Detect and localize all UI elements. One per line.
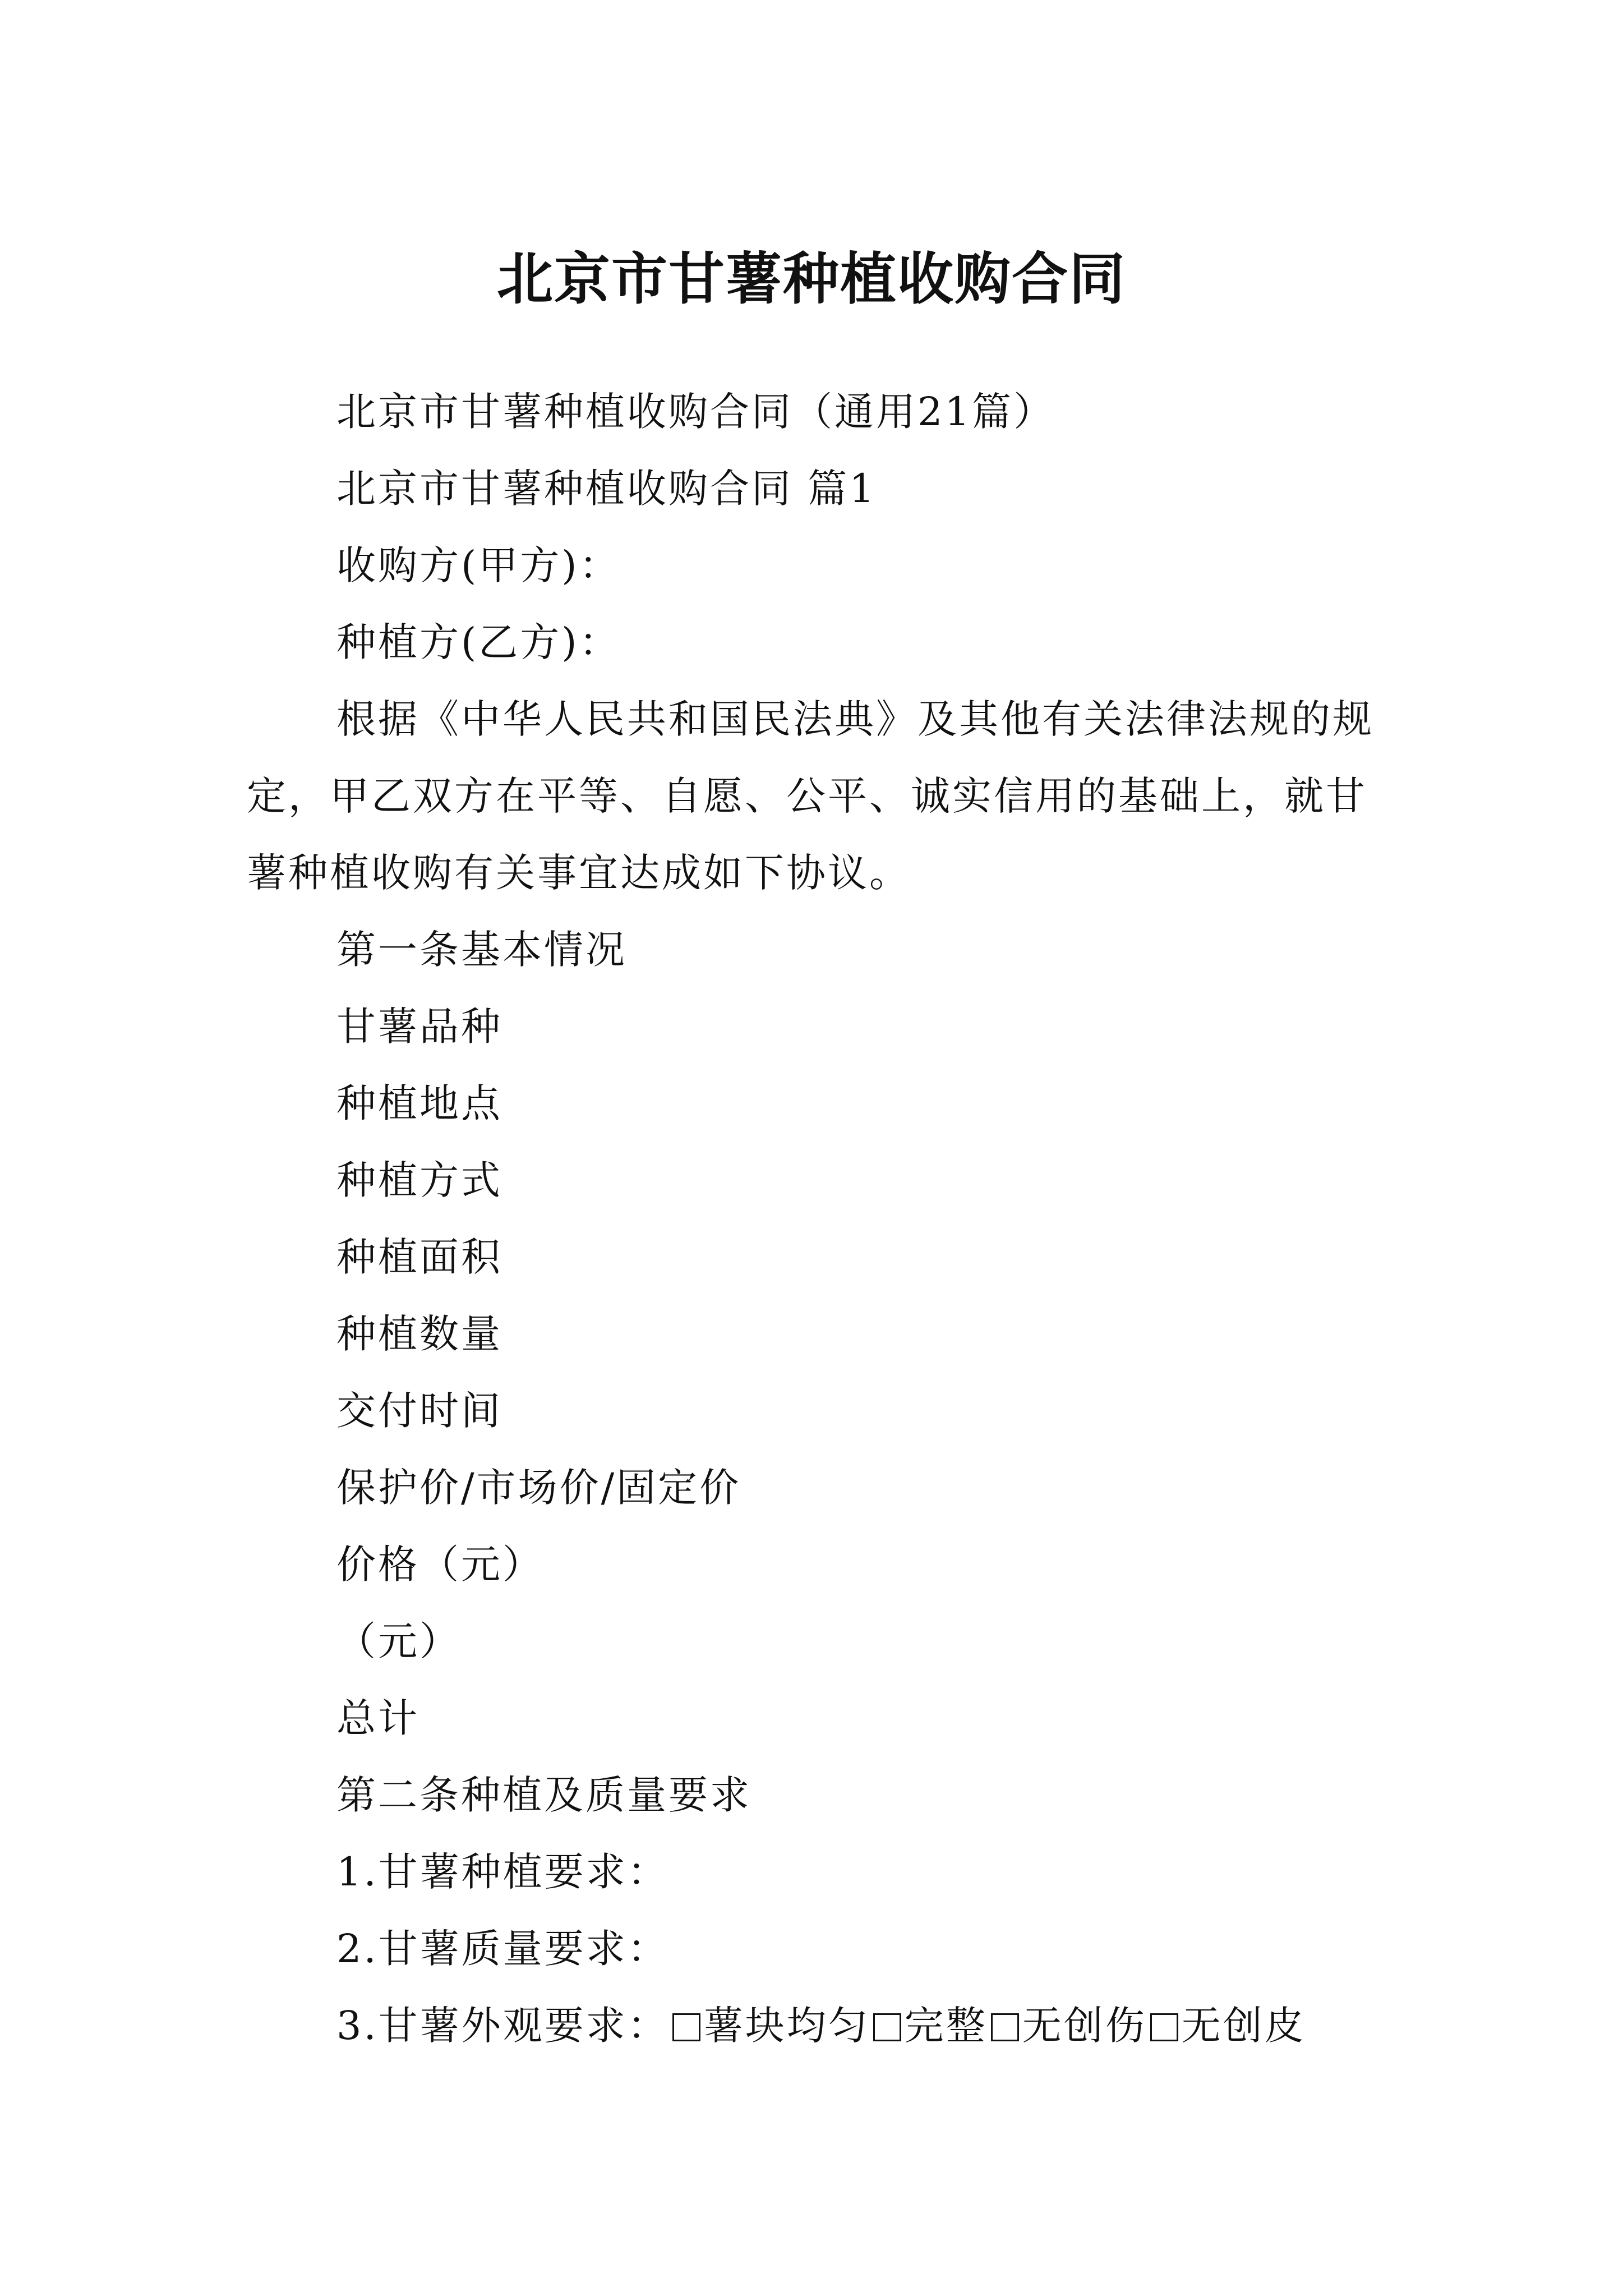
checkbox-icon[interactable] [672,2013,700,2041]
field-price: 价格（元） [336,1542,544,1588]
document-body [247,374,1408,2064]
buyer-party-line: 收购方(甲方)： [336,542,621,588]
field-location: 种植地点 [336,1080,502,1126]
document-title: 北京市甘薯种植收购合同 [497,246,1126,312]
quality-requirements: 2.甘薯质量要求： [336,1926,669,1972]
field-quantity: 种植数量 [336,1311,502,1357]
preamble-paragraph: 根据《中华人民共和国民法典》及其他有关法律法规的规定，甲乙双方在平等、自愿、公平、诚实信用的基础上，就甘薯种植收购有关事宜达成如下协议。 [247,696,1374,896]
checkbox-icon[interactable] [873,2013,901,2041]
option-label: 无创皮 [1181,2003,1306,2049]
article-1-heading: 第一条基本情况 [336,927,627,973]
article-2-heading: 第二条种植及质量要求 [336,1772,751,1818]
field-variety: 甘薯品种 [336,1004,502,1050]
field-yuan: （元） [336,1618,461,1664]
option-label: 完整 [904,2003,988,2049]
option-label: 无创伤 [1022,2003,1147,2049]
subtitle-line: 北京市甘薯种植收购合同（通用21篇） [336,389,1055,435]
field-delivery-time: 交付时间 [336,1388,502,1434]
checkbox-icon[interactable] [991,2013,1019,2041]
appearance-label: 3.甘薯外观要求： [336,2003,669,2049]
planting-requirements: 1.甘薯种植要求： [336,1849,669,1895]
checkbox-icon[interactable] [1150,2013,1178,2041]
section-heading: 北京市甘薯种植收购合同 篇1 [336,466,877,512]
option-label: 薯块均匀 [703,2003,870,2049]
grower-party-line: 种植方(乙方)： [336,619,621,665]
appearance-requirements [247,1987,1408,2064]
field-area: 种植面积 [336,1234,502,1280]
field-price-type: 保护价/市场价/固定价 [336,1465,741,1511]
field-total: 总计 [336,1695,419,1741]
field-method: 种植方式 [336,1157,502,1203]
